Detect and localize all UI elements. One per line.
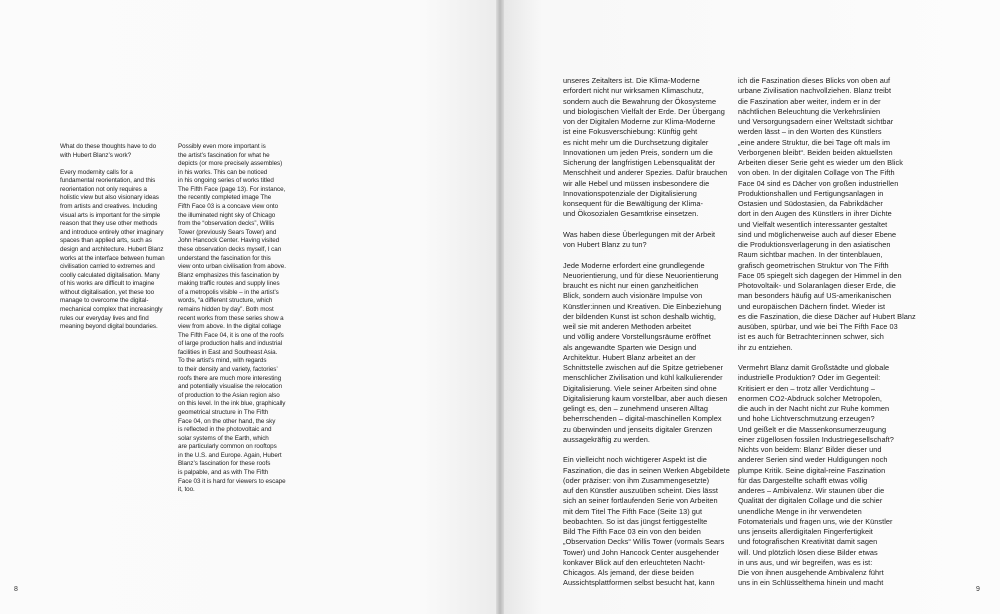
text-line: enormen CO2-Abdruck solcher Metropolen, <box>738 393 882 403</box>
text-line: Künstler:innen und Kreativen. Die Einbeziehung <box>563 301 722 311</box>
text-line: Und geißelt er die Massenkonsumerzeugung <box>738 424 887 434</box>
text-line: Fotomaterials und fragen uns, wie der Künstler <box>738 516 893 526</box>
text-line: und hohe Lichtverschmutzung erzeugen? <box>738 414 875 424</box>
text-line: rules our everyday lives and find <box>60 314 149 322</box>
text-line: ausüben, spürbar, und wie bei The Fifth Face 03 <box>738 322 898 331</box>
text-line: civilisation carried to extremes and <box>60 263 155 271</box>
text-line: von oben. In der digitalen Collage von The Fifth <box>738 168 895 178</box>
text-line: Blanz’s fascination for these roofs <box>178 460 271 468</box>
text-line: and potentially visualise the relocation <box>178 383 283 391</box>
text-line: of a metropolis visible – in the artist’s <box>178 288 279 296</box>
text-line: roofs there are much more interesting <box>178 374 282 382</box>
text-line: man besonders häufig auf US-amerikanischen <box>738 291 892 301</box>
text-line: Nichts von beidem: Blanz’ Bilder dieser und <box>738 445 882 454</box>
left-column-2 <box>178 143 286 495</box>
text-line: sich an seiner fortlaufenden Serie von Arbeiten <box>563 496 718 506</box>
text-line: will. Und plötzlich lösen diese Bilder etwas <box>738 547 878 557</box>
text-line: on this level. In the ink blue, graphically <box>178 400 286 408</box>
text-line: mechanical complex that increasingly <box>60 305 163 313</box>
text-line: The Fifth Face 04, it is one of the roofs <box>178 331 284 339</box>
left-column-1 <box>60 143 165 332</box>
text-line: Sicherung der langfristigen Lebensqualität der <box>563 158 716 167</box>
text-line: Architektur. Hubert Blanz arbeitet an der <box>563 352 696 362</box>
text-line: manage to overcome the digital- <box>60 297 149 305</box>
text-line: Tower (previously Sears Tower) and <box>178 228 277 236</box>
text-line: erfordert nicht nur wirksamen Klimaschutz, <box>563 86 704 96</box>
text-line: urbane Zivilisation nachvollziehen. Blanz treibt <box>738 86 892 96</box>
text-line: without digitalisation, yet these too <box>60 288 155 296</box>
text-line: beherrschenden – digital-maschinellen Komplex <box>563 414 722 424</box>
text-line: words, “a different structure, which <box>178 297 273 305</box>
text-line: und Vielfalt wesentlich interessanter gestaltet <box>738 219 888 229</box>
text-line: fundamental reorientation, and this <box>60 177 156 185</box>
text-line: Chicagos. Als jemand, der diese beiden <box>563 568 694 577</box>
text-line: Ostasien und Südostasien, da Fabrikdächer <box>738 199 883 208</box>
text-line: Fifth Face 03 is a concave view onto <box>178 203 279 211</box>
text-line: einer zügellosen fossilen Industriegesellschaft? <box>738 434 894 444</box>
text-line: wir alle Hebel und müssen insbesondere die <box>563 178 710 188</box>
text-line: from the “observation decks”, Willis <box>178 220 275 228</box>
text-line: braucht es nicht nur einen ganzheitlichen <box>563 281 699 290</box>
text-line: konkaver Blick auf den erleuchteten Nacht- <box>563 557 706 567</box>
text-line: weil sie mit anderen Methoden arbeitet <box>563 322 692 331</box>
text-line: view from above. In the digital collage <box>178 323 282 331</box>
text-line: recent works from these series show a <box>178 314 284 322</box>
text-line: Verborgenen bleibt“. Beiden beiden aktuellsten <box>738 147 893 157</box>
text-line: Faszination, die das in seinen Werken Abgebildete <box>563 465 730 475</box>
text-line: Tower) und John Hancock Center ausgehender <box>563 547 720 557</box>
text-line: from artists and creatives. Including <box>60 203 158 211</box>
text-line: The Fifth Face (page 13). For instance, <box>178 185 286 193</box>
paragraph-gap <box>563 445 730 455</box>
text-line: in uns aus, und wir begreifen, was es ist: <box>738 557 873 567</box>
paragraph-gap <box>563 250 730 260</box>
text-line: in his works. This can be noticed <box>178 168 268 176</box>
text-line: To the artist’s mind, with regards <box>178 357 267 365</box>
text-line: these observation decks myself, I can <box>178 245 282 253</box>
text-line: the artist’s fascination for what he <box>178 151 270 159</box>
text-line: Menschheit und anderer Spezies. Dafür brauchen <box>563 168 728 178</box>
text-line: aussagekräftig zu werden. <box>563 434 650 444</box>
text-line: dort in den Augen des Künstlers in ihrer Dichte <box>738 209 892 219</box>
text-line: the illuminated night sky of Chicago <box>178 211 276 219</box>
text-line: menschlicher Zivilisation und kühl kalkulierender <box>563 373 723 383</box>
text-line: es die Faszination, die diese Dächer auf Hubert Blanz <box>738 311 916 321</box>
text-line: die auch in der Nacht nicht zur Ruhe kommen <box>738 404 890 413</box>
text-line: auf den Künstler auszuüben scheint. Dies lässt <box>563 486 718 495</box>
text-line: with Hubert Blanz’s work? <box>60 151 132 159</box>
text-line: ihr zu entziehen. <box>738 342 793 352</box>
text-line: Innovationen um jeden Preis, sondern um die <box>563 147 713 157</box>
text-line: of his works are difficult to imagine <box>60 280 155 288</box>
text-line: meaning beyond digital boundaries. <box>60 323 158 331</box>
text-line: ist eine Fokusverschiebung: Künftig geht <box>563 127 698 137</box>
text-line: Blanz emphasizes this fascination by <box>178 271 280 279</box>
text-line: und europäischen Dächern findet. Wieder ist <box>738 301 886 311</box>
text-line: holistic view but also visionary ideas <box>60 194 159 202</box>
text-line: plumpe Kritik. Seine digital-reine Faszination <box>738 465 886 475</box>
text-line: in his ongoing series of works titled <box>178 177 274 185</box>
text-line: „eine andere Struktur, die bei Tage oft mals im <box>738 137 891 147</box>
text-line: Face 05 spiegelt sich dagegen der Himmel in den <box>738 270 902 280</box>
text-line: industrielle Produktion? Oder im Gegenteil: <box>738 373 881 383</box>
text-line: works at the interface between human <box>60 254 165 262</box>
text-line: mit dem Titel The Fifth Face (Seite 13) gut <box>563 506 703 516</box>
text-line: visual arts is important for the simple <box>60 211 161 219</box>
text-line: solar systems of the Earth, which <box>178 434 269 442</box>
text-line: Face 04 sind es Dächer von großen industriellen <box>738 178 899 188</box>
paragraph-gap <box>563 220 730 230</box>
text-line: Schnittstelle zwischen auf die Spitze getriebener <box>563 363 724 372</box>
text-line: Kritisiert er den – trotz aller Verdichtung – <box>738 383 875 393</box>
text-line: grafisch geometrischen Struktur von The Fifth <box>738 260 889 270</box>
text-line: reason that they use other methods <box>60 220 158 228</box>
text-line: Face 04, on the other hand, the sky <box>178 417 276 425</box>
text-line: und fotografischen Kreativität damit sagen <box>738 537 878 547</box>
text-line: Was haben diese Überlegungen mit der Arbeit <box>563 229 716 239</box>
text-line: und biologischen Vielfalt der Erde. Der Übergang <box>563 106 725 116</box>
page-number-left: 8 <box>14 586 18 593</box>
text-line: sind und möglicherweise auch auf dieser Ebene <box>738 229 897 239</box>
text-line: is reflected in the photovoltaic and <box>178 426 272 434</box>
paragraph-gap <box>60 160 165 169</box>
text-line: Bild The Fifth Face 03 ein von den beiden <box>563 527 701 536</box>
text-line: understand the fascination for this <box>178 254 271 262</box>
text-line: die Faszination aber weiter, indem er in der <box>738 96 881 106</box>
text-line: unseres Zeitalters ist. Die Klima-Moderne <box>563 76 700 85</box>
text-line: the recently completed image The <box>178 194 272 202</box>
text-line: design and architecture. Hubert Blanz <box>60 245 164 253</box>
right-column-2 <box>738 76 916 589</box>
text-line: ist es auch für Betrachter:innen schwer, sich <box>738 332 884 342</box>
text-line: in the U.S. and Europe. Again, Hubert <box>178 451 282 459</box>
text-line: anderes – Ambivalenz. Wir staunen über die <box>738 486 885 495</box>
text-line: Possibly even more important is <box>178 143 266 150</box>
text-line: Ein vielleicht noch wichtigerer Aspekt ist die <box>563 455 707 465</box>
text-line: Arbeiten dieser Serie geht es wieder um den Blick <box>738 158 903 167</box>
text-line: Vermehrt Blanz damit Großstädte und globale <box>738 363 890 372</box>
text-line: uns in ein Schlüsselthema hinein und macht <box>738 578 884 588</box>
text-line: von der Digitalen Moderne zur Klima-Moderne <box>563 117 716 126</box>
text-line: und Ökosozialen Gesamtkrise einsetzen. <box>563 209 699 219</box>
text-line: spaces than applied arts, such as <box>60 237 152 245</box>
text-line: Jede Moderne erfordert eine grundlegende <box>563 260 705 270</box>
paragraph-gap <box>738 353 916 363</box>
text-line: John Hancock Center. Having visited <box>178 237 280 245</box>
text-line: it, too. <box>178 486 195 494</box>
text-line: „Observation Decks“ Willis Tower (vormals Sears <box>563 537 725 547</box>
text-line: Innovationspotenziale der Digitalisierung <box>563 188 697 198</box>
text-line: (oder präziser: von ihm Zusammengesetzte) <box>563 475 710 485</box>
text-line: unendliche Menge in ihr verwendeten <box>738 506 862 516</box>
text-line: Produktionshallen und Fertigungsanlagen in <box>738 188 884 198</box>
text-line: werden lässt – in den Worten des Künstlers <box>738 127 882 137</box>
text-line: gelingt es, den – zunehmend unseren Alltag <box>563 404 708 413</box>
text-line: uns jenseits allerdigitalen Fingerfertigkeit <box>738 527 873 536</box>
text-line: remains hidden by day”. Both most <box>178 305 274 313</box>
text-line: Aussichtsplattformen selbst besucht hat, kann <box>563 578 715 588</box>
text-line: und völlig andere Vorstellungsräume eröffnet <box>563 332 711 342</box>
text-line: von Hubert Blanz zu tun? <box>563 240 647 249</box>
text-line: Raum sichtbar machen. In der tintenblauen, <box>738 250 883 260</box>
text-line: reorientation not only requires a <box>60 185 147 193</box>
text-line: to their density and variety, factories’ <box>178 366 278 374</box>
text-line: die Produktionsverlagerung in den asiatischen <box>738 240 891 249</box>
book-gutter <box>496 0 504 614</box>
text-line: beobachten. So ist das jüngst fertiggestellte <box>563 516 708 526</box>
text-line: coolly calculated digitalisation. Many <box>60 271 160 279</box>
text-line: ich die Faszination dieses Blicks von oben auf <box>738 76 891 85</box>
text-line: nächtlichen Beleuchtung die Verkehrslinien <box>738 106 881 116</box>
text-line: view onto urban civilisation from above. <box>178 263 286 271</box>
text-line: Every modernity calls for a <box>60 168 133 176</box>
text-line: zu überwinden und jenseits digitaler Grenzen <box>563 424 713 434</box>
text-line: und Versorgungsadern einer Weltstadt sichtbar <box>738 117 894 126</box>
text-line: Blick, sondern auch visionäre Impulse von <box>563 291 703 301</box>
text-line: are particularly common on rooftops <box>178 443 277 451</box>
text-line: What do these thoughts have to do <box>60 143 157 150</box>
text-line: is palpable, and as with The Fifth <box>178 468 269 476</box>
text-line: für das Dargestellte schafft etwas völlig <box>738 475 868 485</box>
page-number-right: 9 <box>976 586 980 593</box>
text-line: geometrical structure in The Fifth <box>178 408 269 416</box>
text-line: Digitalisierung kaum vorstellbar, aber auch diesen <box>563 393 728 403</box>
text-line: Photovoltaik- und Solaranlagen dieser Erde, die <box>738 281 896 290</box>
text-line: Qualität der digitalen Collage und die schier <box>738 496 883 506</box>
text-line: Face 03 it is hard for viewers to escape <box>178 477 286 485</box>
text-line: es nicht mehr um die Durchsetzung digitaler <box>563 137 709 147</box>
right-column-1 <box>563 76 730 589</box>
text-line: sondern auch die Bewahrung der Ökosysteme <box>563 96 717 106</box>
text-line: Digitalisierung. Viele seiner Arbeiten sind ohne <box>563 383 717 393</box>
text-line: Neuorientierung, und für diese Neuorientierung <box>563 270 719 280</box>
text-line: and introduce entirely other imaginary <box>60 228 164 236</box>
text-line: als angewandte Sparten wie Design und <box>563 342 697 352</box>
text-line: anderer Serien sind weder Huldigungen noch <box>738 455 888 465</box>
text-line: of production to the Asian region also <box>178 391 280 399</box>
text-line: der bildenden Kunst ist schon deshalb wichtig, <box>563 311 716 321</box>
text-line: depicts (or more precisely assembles) <box>178 160 283 168</box>
text-line: facilities in East and Southeast Asia. <box>178 348 278 356</box>
text-line: making traffic routes and supply lines <box>178 280 280 288</box>
text-line: konsequent für die Bewältigung der Klima- <box>563 199 704 208</box>
text-line: of large production halls and industrial <box>178 340 283 348</box>
text-line: Die von ihnen ausgehende Ambivalenz führt <box>738 568 884 577</box>
